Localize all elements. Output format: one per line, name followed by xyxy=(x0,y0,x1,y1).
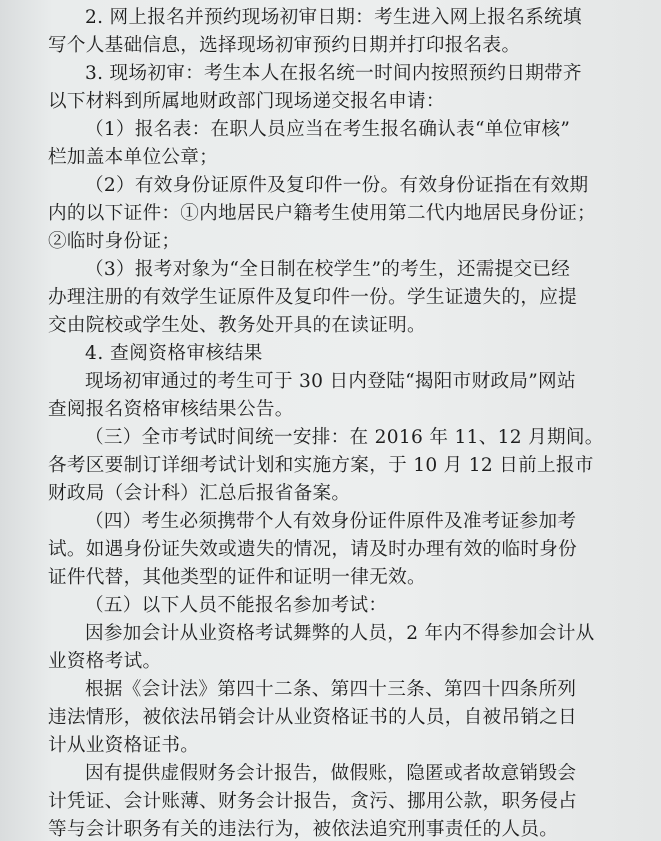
text-line: 办理注册的有效学生证原件及复印件一份。学生证遗失的，应提 xyxy=(48,287,578,308)
text-line: 2. 网上报名并预约现场初审日期：考生进入网上报名系统填 xyxy=(85,7,582,28)
text-line: （3）报考对象为“全日制在校学生”的考生，还需提交已经 xyxy=(85,259,571,280)
text-line: （五）以下人员不能报名参加考试： xyxy=(85,595,388,616)
text-line: 内的以下证件：①内地居民户籍考生使用第二代内地居民身份证； xyxy=(48,203,596,224)
text-line: （四）考生必须携带个人有效身份证件原件及准考证参加考 xyxy=(85,511,577,532)
text-line: （2）有效身份证原件及复印件一份。有效身份证指在有效期 xyxy=(85,175,589,196)
text-line: 写个人基础信息，选择现场初审预约日期并打印报名表。 xyxy=(48,35,521,56)
text-line: 现场初审通过的考生可于 30 日内登陆“揭阳市财政局”网站 xyxy=(85,371,576,392)
text-line: 计从业资格证书。 xyxy=(48,735,200,756)
text-line: 证件代替，其他类型的证件和证明一律无效。 xyxy=(48,567,426,588)
text-line: 以下材料到所属地财政部门现场递交报名申请： xyxy=(48,91,445,112)
text-line: 业资格考试。 xyxy=(48,651,162,672)
text-line: 交由院校或学生处、教务处开具的在读证明。 xyxy=(48,315,426,336)
text-line: 根据《会计法》第四十二条、第四十三条、第四十四条所列 xyxy=(85,679,577,700)
text-line: 各考区要制订详细考试计划和实施方案，于 10 月 12 日前上报市 xyxy=(48,455,594,476)
text-line: 违法情形，被依法吊销会计从业资格证书的人员，自被吊销之日 xyxy=(48,707,578,728)
text-line: 试。如遇身份证失效或遗失的情况，请及时办理有效的临时身份 xyxy=(48,539,578,560)
text-line: 因参加会计从业资格考试舞弊的人员，2 年内不得参加会计从 xyxy=(85,623,595,644)
text-line: 查阅报名资格审核结果公告。 xyxy=(48,399,294,420)
text-line: （三）全市考试时间统一安排：在 2016 年 11、12 月期间。 xyxy=(85,427,604,448)
text-line: 等与会计职务有关的违法行为，被依法追究刑事责任的人员。 xyxy=(48,819,559,840)
text-line: （1）报名表：在职人员应当在考生报名确认表“单位审核” xyxy=(85,119,571,140)
text-line: 财政局（会计科）汇总后报省备案。 xyxy=(48,483,351,504)
text-line: 栏加盖本单位公章； xyxy=(48,147,219,168)
section-heading: 4. 查阅资格审核结果 xyxy=(85,343,263,364)
text-line: 计凭证、会计账薄、财务会计报告，贪污、挪用公款，职务侵占 xyxy=(48,791,578,812)
text-line: ②临时身份证； xyxy=(48,231,181,252)
text-line: 因有提供虚假财务会计报告，做假账，隐匿或者故意销毁会 xyxy=(85,763,577,784)
text-line: 3. 现场初审：考生本人在报名统一时间内按照预约日期带齐 xyxy=(85,63,582,84)
